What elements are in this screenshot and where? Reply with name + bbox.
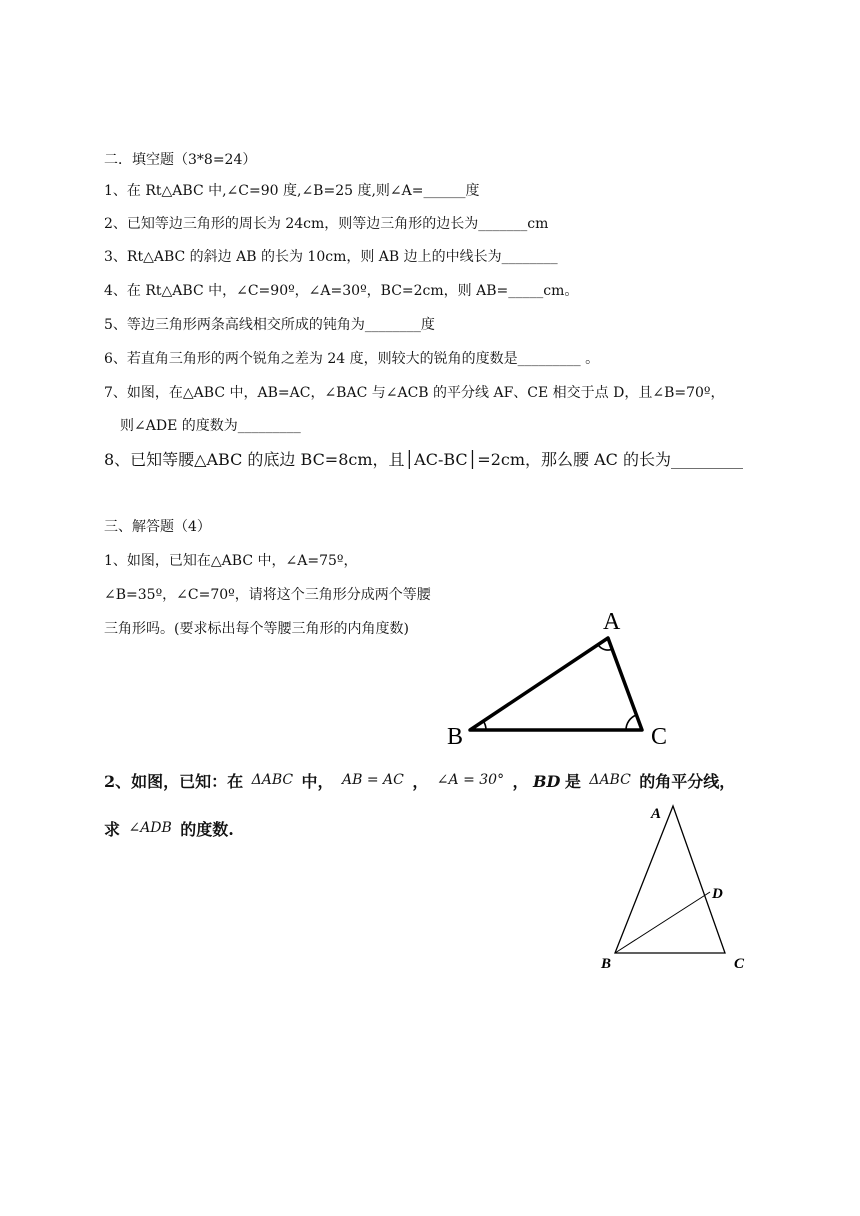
bisector-bd bbox=[615, 892, 710, 953]
section3-heading: 三、解答题（4） bbox=[104, 519, 211, 535]
angle-mark-c bbox=[626, 715, 636, 730]
question-7-line-1: 7、如图，在△ABC 中，AB=AC，∠BAC 与∠ACB 的平分线 AF、CE 相交于点 D，且∠B=70º， bbox=[104, 385, 725, 401]
section2-heading: 二．填空题（3*8=24） bbox=[104, 152, 257, 168]
question-3: 3、Rt△ABC 的斜边 AB 的长为 10cm，则 AB 边上的中线长为________ bbox=[104, 249, 558, 265]
problem-2-text: 中， bbox=[301, 772, 334, 791]
triangle-figure-2 bbox=[595, 798, 765, 983]
vertex-label-d: D bbox=[712, 886, 723, 902]
problem-2-text: 的度数. bbox=[180, 820, 234, 839]
vertex-label-c: C bbox=[651, 724, 668, 750]
segment-bd: BD bbox=[533, 772, 561, 791]
ab-equals-ac-math: AB = AC bbox=[342, 772, 404, 788]
angle-adb-math: ∠ADB bbox=[128, 820, 172, 836]
triangle-figure-1 bbox=[440, 600, 680, 755]
question-1: 1、在 Rt△ABC 中,∠C=90 度,∠B=25 度,则∠A=______度 bbox=[104, 183, 480, 199]
question-7-line-2: 则∠ADE 的度数为_________ bbox=[120, 418, 301, 434]
triangle-abc-1 bbox=[470, 638, 642, 730]
problem-2-line-2 bbox=[104, 818, 234, 841]
triangle-abc-math: ΔABC bbox=[251, 772, 294, 788]
vertex-label-c: C bbox=[734, 956, 745, 972]
question-5: 5、等边三角形两条高线相交所成的钝角为________度 bbox=[104, 317, 435, 333]
triangle-abc-2 bbox=[615, 806, 725, 953]
vertex-label-a: A bbox=[603, 609, 621, 635]
vertex-label-b: B bbox=[601, 956, 612, 972]
vertex-label-a: A bbox=[651, 806, 662, 822]
angle-a-math: ∠A = 30° bbox=[436, 772, 505, 788]
vertex-label-b: B bbox=[447, 724, 464, 750]
question-6: 6、若直角三角形的两个锐角之差为 24 度，则较大的锐角的度数是_________ 。 bbox=[104, 351, 600, 367]
problem-2-line-1 bbox=[104, 770, 735, 793]
problem-2-text: 求 bbox=[104, 820, 121, 839]
problem-2-text: 2、如图，已知：在 bbox=[104, 772, 244, 791]
question-4: 4、在 Rt△ABC 中，∠C=90º，∠A=30º，BC=2cm，则 AB=_____cm。 bbox=[104, 283, 579, 299]
problem-2-text: ， bbox=[412, 772, 429, 791]
question-2: 2、已知等边三角形的周长为 24cm，则等边三角形的边长为_______cm bbox=[104, 216, 549, 232]
problem-2-text: ， bbox=[512, 772, 529, 791]
problem-2-text: 的角平分线， bbox=[639, 772, 736, 791]
problem-1-line-1: 1、如图，已知在△ABC 中，∠A=75º， bbox=[104, 553, 358, 569]
problem-1-line-2: ∠B=35º，∠C=70º，请将这个三角形分成两个等腰 bbox=[104, 587, 431, 603]
triangle-abc-math: ΔABC bbox=[589, 772, 631, 788]
problem-2-text: 是 bbox=[564, 772, 581, 791]
question-8: 8、已知等腰△ABC 的底边 BC=8cm，且│AC-BC│=2cm，那么腰 AC 的长为_________ bbox=[104, 450, 743, 469]
problem-1-line-3: 三角形吗。(要求标出每个等腰三角形的内角度数) bbox=[104, 621, 409, 637]
